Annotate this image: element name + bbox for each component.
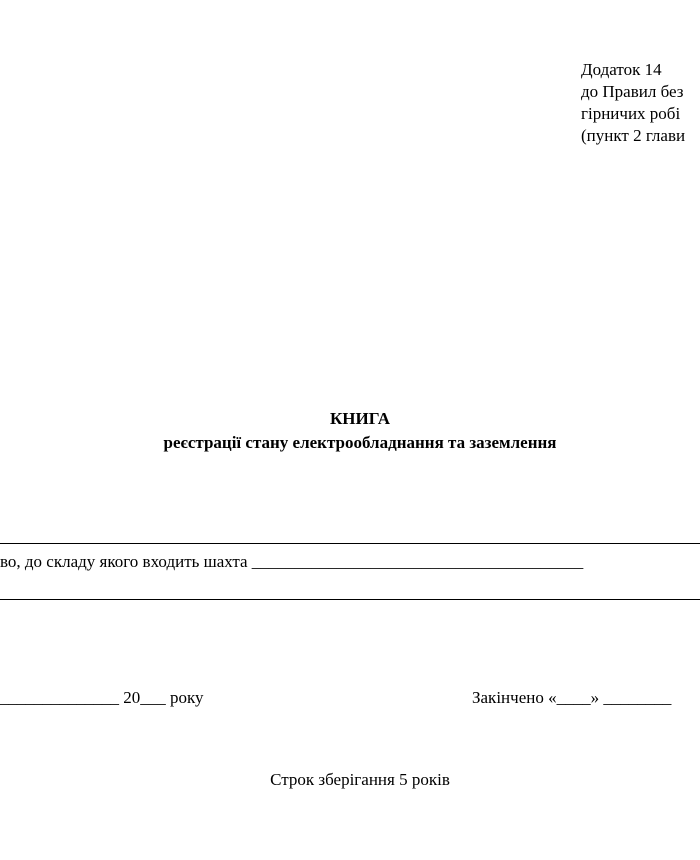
- appendix-block: [581, 59, 685, 147]
- appendix-number: Додаток 14: [581, 60, 662, 79]
- book-title: КНИГА: [329, 409, 390, 428]
- appendix-clause-line: (пункт 2 глави: [581, 126, 686, 145]
- started-date-field: ______________ 20___ року: [0, 688, 204, 707]
- blank-line-top: [0, 543, 700, 544]
- enterprise-field: во, до складу якого входить шахта _______________________________________: [0, 552, 584, 571]
- storage-period: Строк зберігання 5 років: [270, 770, 450, 789]
- appendix-rules-line: до Правил без: [581, 82, 684, 101]
- book-subtitle: реєстрації стану електрообладнання та заземлення: [163, 433, 557, 452]
- finished-date-field: Закінчено «____» ________: [472, 688, 672, 707]
- appendix-works-line: гірничих робі: [581, 104, 681, 123]
- blank-line-bottom: [0, 599, 700, 600]
